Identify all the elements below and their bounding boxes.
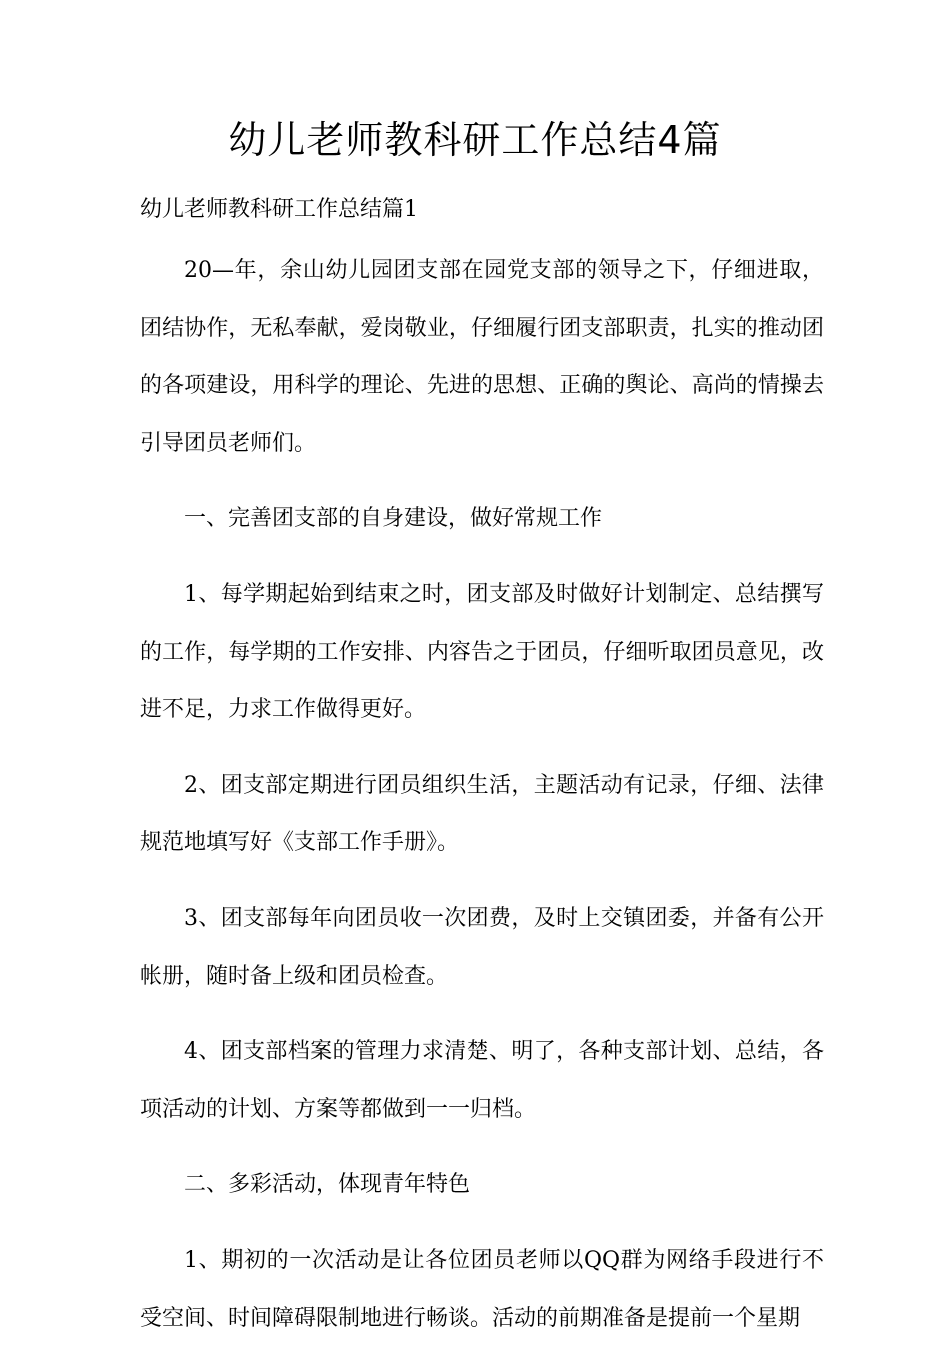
paragraph-item-2: 2、团支部定期进行团员组织生活，主题活动有记录，仔细、法律规范地填写好《支部工作手册》。 — [140, 772, 824, 856]
paragraph-item-3: 3、团支部每年向团员收一次团费，及时上交镇团委，并备有公开帐册，随时备上级和团员检查。 — [140, 905, 824, 989]
section-subtitle: 幼儿老师教科研工作总结篇1 — [140, 197, 418, 222]
document-body — [140, 242, 824, 1365]
paragraph-intro: 20—年，余山幼儿园团支部在园党支部的领导之下，仔细进取，团结协作，无私奉献，爱岗敬业，仔细履行团支部职责，扎实的推动团的各项建设，用科学的理论、先进的思想、正确的舆论、高尚的情操去引导团员老师们。 — [140, 258, 824, 456]
document-title: 幼儿老师教科研工作总结4篇 — [228, 118, 722, 162]
section-heading-2: 二、多彩活动，体现青年特色 — [184, 1172, 471, 1198]
paragraph-activity-1: 1、期初的一次活动是让各位团员老师以QQ群为网络手段进行不受空间、时间障碍限制地进行畅谈。活动的前期准备是提前一个星期 — [140, 1247, 824, 1331]
paragraph-item-1: 1、每学期起始到结束之时，团支部及时做好计划制定、总结撰写的工作，每学期的工作安排、内容告之于团员，仔细听取团员意见，改进不足，力求工作做得更好。 — [140, 581, 824, 723]
section-heading-1: 一、完善团支部的自身建设，做好常规工作 — [184, 506, 603, 532]
paragraph-item-4: 4、团支部档案的管理力求清楚、明了，各种支部计划、总结，各项活动的计划、方案等都做到一一归档。 — [140, 1039, 824, 1122]
